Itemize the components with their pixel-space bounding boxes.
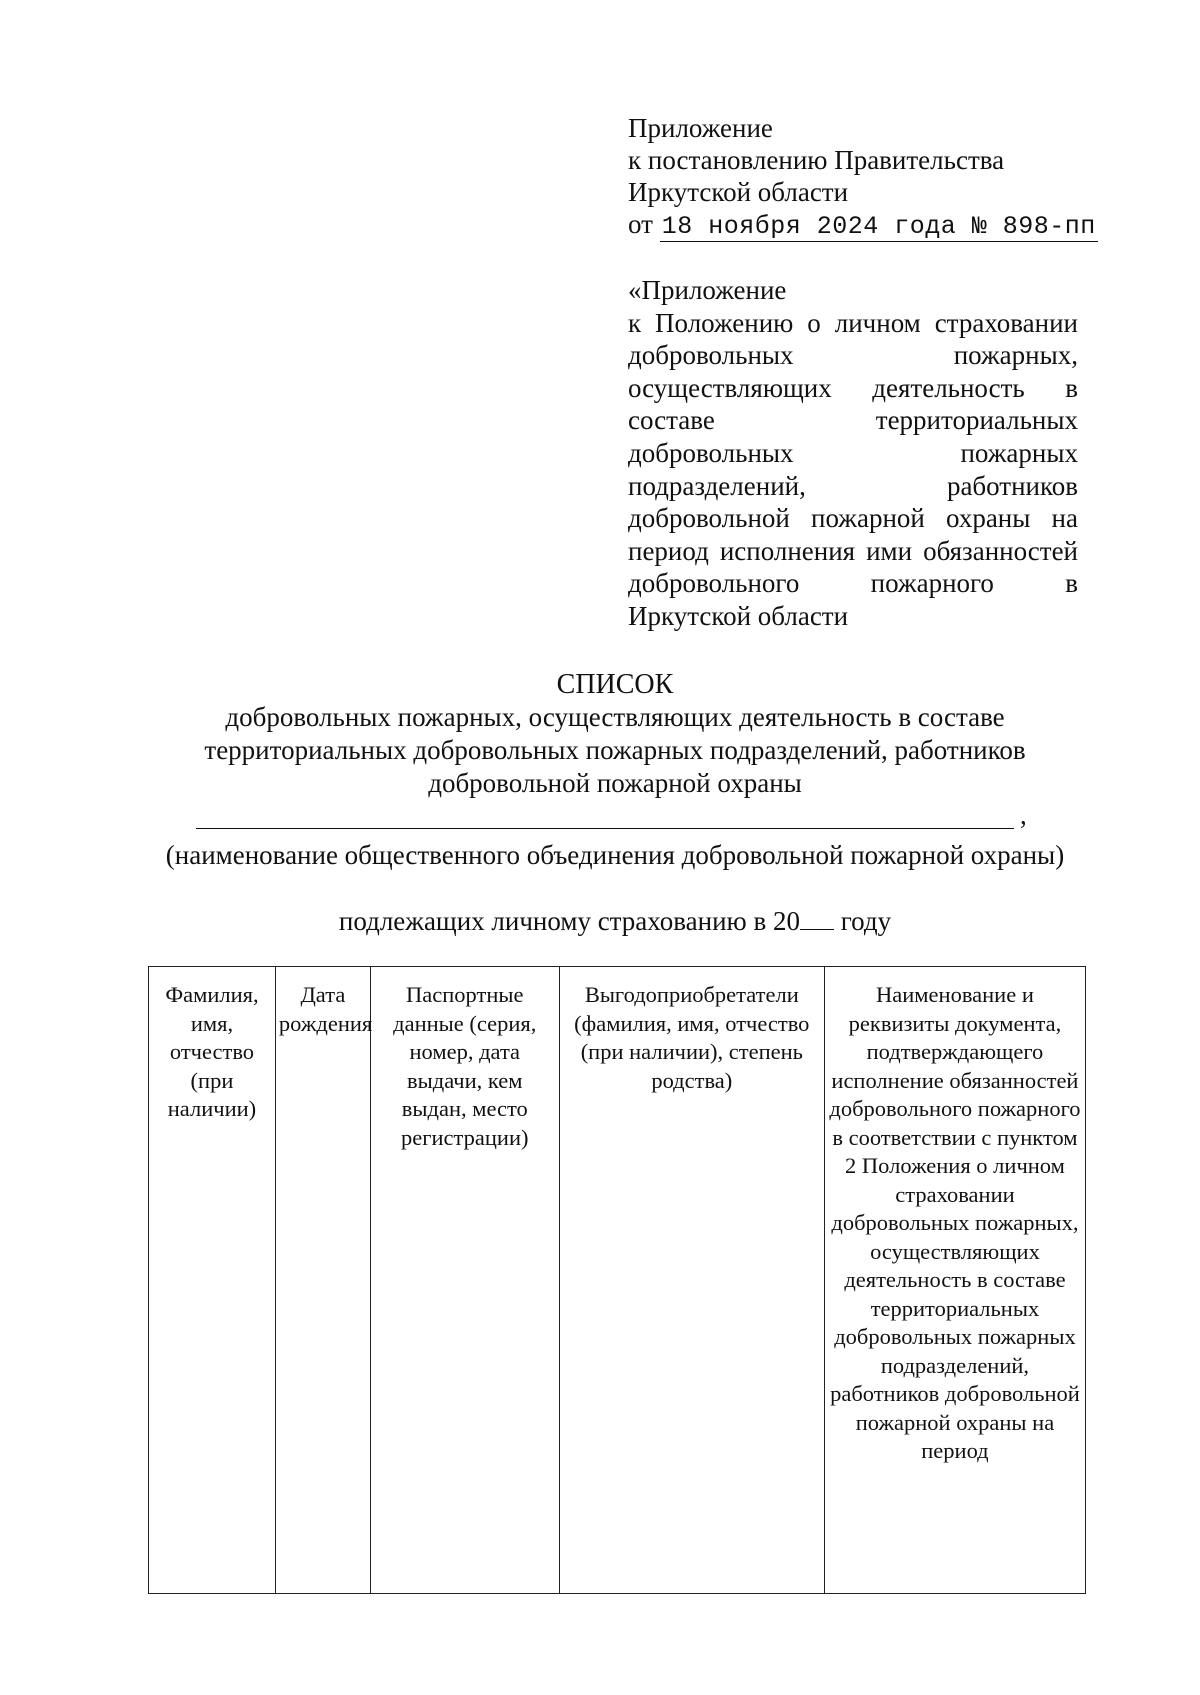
organization-blank-comma: , xyxy=(1020,800,1027,830)
list-subtitle-line-3: добровольной пожарной охраны xyxy=(428,768,802,798)
annex-body: к Положению о личном страховании добровольных пожарных, осуществляющих деятельность в составе территориальных добровольных пожарных подразделений, работников добровольной пожарной охраны на период исполнения ими обязанностей добровольного пожарного в Иркутской области xyxy=(628,307,1078,631)
insurance-year-line xyxy=(100,904,1130,938)
approval-date-value: 18 ноября 2024 года № 898-пп xyxy=(661,212,1096,241)
header-document-details: Наименование и реквизиты документа, подтверждающего исполнение обязанностей добровольного пожарного в соответствии с пунктом 2 Положения о личном страховании добровольных пожарных, осуществляющих деятельность в составе территориальных добровольных пожарных подразделений, работников добровольной пожарной охраны на период xyxy=(824,967,1085,1594)
organization-blank-line xyxy=(196,798,1014,829)
header-birth-date: Дата рождения xyxy=(275,967,370,1594)
approval-stamp xyxy=(628,112,1096,243)
firefighters-table xyxy=(148,966,1086,1594)
list-title: СПИСОК xyxy=(556,669,674,700)
organization-hint: (наименование общественного объединения добровольной пожарной охраны) xyxy=(165,840,1065,870)
annex-first-line: «Приложение xyxy=(628,275,787,305)
approval-line-3: Иркутской области xyxy=(628,177,849,207)
list-title-block xyxy=(120,668,1110,800)
insurance-year-suffix: году xyxy=(833,906,892,936)
approval-date-prefix: от xyxy=(628,209,653,239)
list-subtitle-line-1: добровольных пожарных, осуществляющих деятельность в составе xyxy=(225,702,1005,732)
approval-date-line xyxy=(628,208,1096,243)
header-passport-data: Паспортные данные (серия, номер, дата выдачи, кем выдан, место регистрации) xyxy=(370,967,559,1594)
header-beneficiaries: Выгодоприобретатели (фамилия, имя, отчество (при наличии), степень родства) xyxy=(559,967,824,1594)
insurance-year-text: подлежащих личному страхованию в 20 xyxy=(338,906,800,936)
approval-line-1: Приложение xyxy=(628,113,773,143)
approval-line-2: к постановлению Правительства xyxy=(628,145,1005,175)
header-full-name: Фамилия, имя, отчество (при наличии) xyxy=(149,967,276,1594)
annex-reference xyxy=(628,274,1078,633)
table-header-row xyxy=(149,967,1086,1594)
list-subtitle-line-2: территориальных добровольных пожарных подразделений, работников xyxy=(204,735,1026,765)
year-blank xyxy=(800,907,834,930)
